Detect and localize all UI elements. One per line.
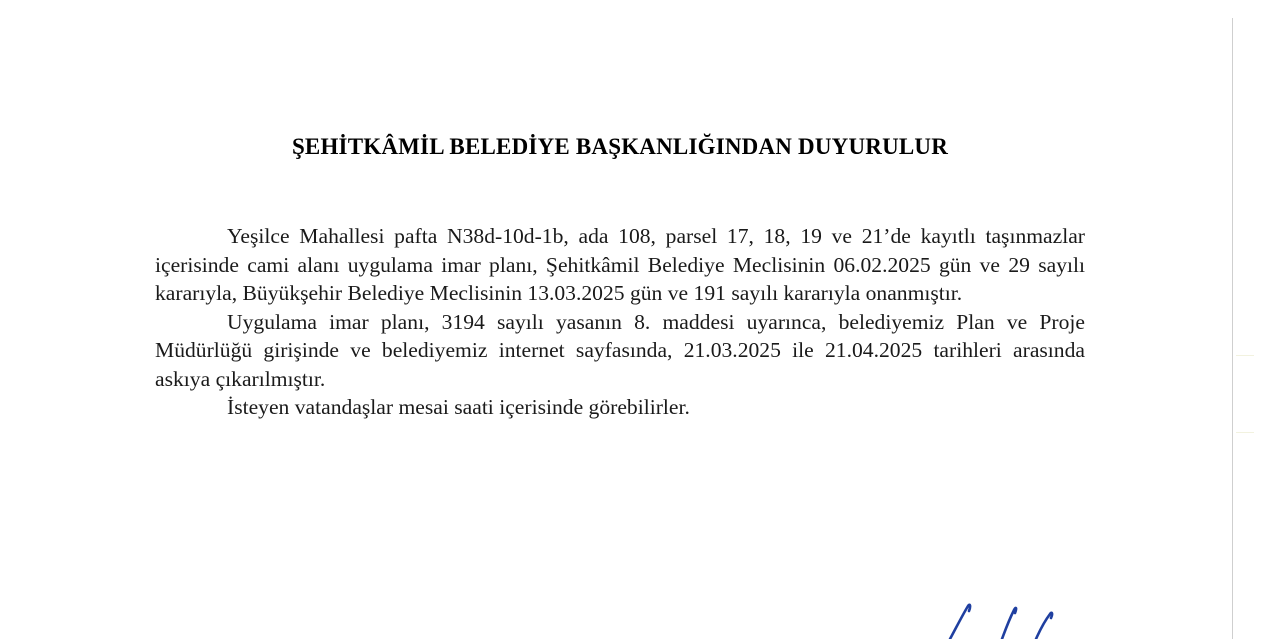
signature-stroke <box>950 605 970 639</box>
announcement-body <box>155 222 1085 422</box>
paragraph-plan-approval: Yeşilce Mahallesi pafta N38d-10d-1b, ada 108, parsel 17, 18, 19 ve 21’de kayıtlı taşınmazlar içerisinde cami alanı uygulama imar planı, Şehitkâmil Belediye Meclisinin 06.02.2025 gün ve 29 sayılı kararıyla, Büyükşehir Belediye Meclisinin 13.03.2025 gün ve 191 sayılı kararıyla onanmıştır. <box>155 224 1085 305</box>
signature-icon <box>940 598 1070 639</box>
scan-edge-mark <box>1236 432 1254 433</box>
announcement-title: ŞEHİTKÂMİL BELEDİYE BAŞKANLIĞINDAN DUYURULUR <box>291 134 949 159</box>
scan-edge-mark <box>1236 355 1254 356</box>
scan-edge-line <box>1232 18 1233 639</box>
signature-stroke <box>1036 613 1052 639</box>
paragraph-display-period: Uygulama imar planı, 3194 sayılı yasanın 8. maddesi uyarınca, belediyemiz Plan ve Proje Müdürlüğü girişinde ve belediyemiz internet sayfasında, 21.03.2025 ile 21.04.2025 tarihleri arasında askıya çıkarılmıştır. <box>155 309 1085 391</box>
paragraph-viewing-note: İsteyen vatandaşlar mesai saati içerisinde görebilirler. <box>227 395 690 419</box>
signature-stroke <box>1002 608 1016 639</box>
